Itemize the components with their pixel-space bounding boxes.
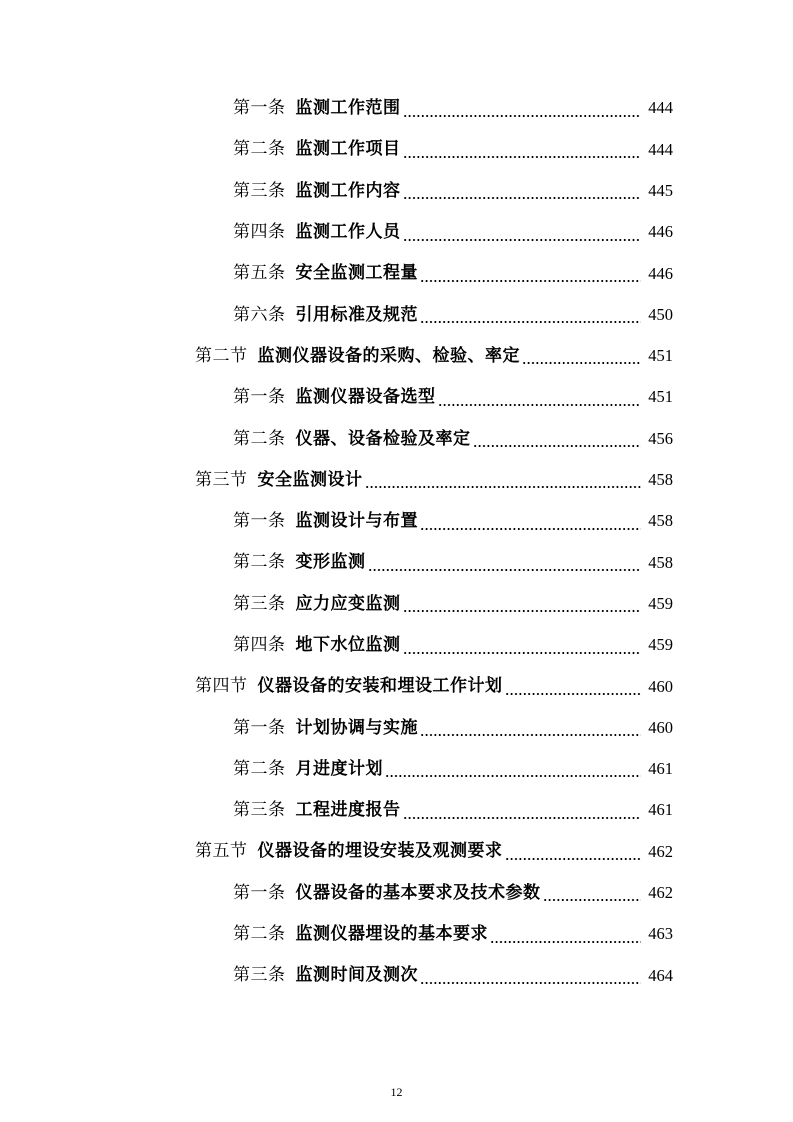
toc-entry-number: 第二条 <box>233 552 286 573</box>
toc-dot-leader <box>403 601 642 613</box>
toc-entry-page: 462 <box>648 841 673 861</box>
toc-entry[interactable] <box>0 749 793 790</box>
toc-entry-title: 监测仪器设备的采购、检验、率定 <box>257 345 520 366</box>
toc-dot-leader <box>522 353 641 365</box>
toc-dot-leader <box>473 436 642 448</box>
toc-entry-number: 第一条 <box>233 511 286 532</box>
toc-entry-page: 462 <box>648 883 673 903</box>
toc-entry-page: 464 <box>648 965 673 985</box>
toc-dot-leader <box>420 973 641 985</box>
toc-entry-page: 461 <box>648 800 673 820</box>
toc-entry-number: 第一条 <box>233 387 286 408</box>
toc-entry-title: 安全监测工程量 <box>295 263 418 284</box>
toc-dot-leader <box>438 395 642 407</box>
toc-dot-leader <box>365 477 642 489</box>
toc-entry-number: 第四条 <box>233 222 286 243</box>
toc-entry-page: 460 <box>648 676 673 696</box>
toc-entry-number: 第二条 <box>233 139 286 160</box>
toc-entry[interactable] <box>0 253 793 294</box>
toc-entry[interactable] <box>0 542 793 583</box>
toc-entry-title: 仪器设备的基本要求及技术参数 <box>295 882 541 903</box>
toc-entry-title: 仪器设备的安装和埋设工作计划 <box>257 676 503 697</box>
toc-entry-title: 地下水位监测 <box>295 635 401 655</box>
toc-dot-leader <box>505 684 642 696</box>
toc-entry-page: 461 <box>648 759 673 779</box>
toc-entry-page: 446 <box>648 222 673 242</box>
toc-entry-title: 监测仪器埋设的基本要求 <box>295 924 488 945</box>
toc-dot-leader <box>403 147 642 159</box>
toc-entry-title: 监测时间及测次 <box>295 965 418 986</box>
toc-entry[interactable] <box>0 914 793 955</box>
toc-dot-leader <box>403 106 642 118</box>
toc-dot-leader <box>403 808 642 820</box>
toc-entry-page: 446 <box>648 263 673 283</box>
toc-entry-number: 第三条 <box>233 180 286 201</box>
toc-entry-page: 458 <box>648 511 673 531</box>
toc-entry-page: 445 <box>648 180 673 200</box>
toc-entry-title: 月进度计划 <box>295 758 383 779</box>
toc-section-entry[interactable] <box>0 666 793 707</box>
toc-entry[interactable] <box>0 418 793 459</box>
toc-entry-title: 监测设计与布置 <box>295 511 418 532</box>
toc-dot-leader <box>385 766 641 778</box>
toc-dot-leader <box>420 271 641 283</box>
toc-entry[interactable] <box>0 129 793 170</box>
toc-entry[interactable] <box>0 501 793 542</box>
toc-entry[interactable] <box>0 294 793 335</box>
toc-entry-number: 第二条 <box>233 428 286 449</box>
toc-entry-title: 仪器、设备检验及率定 <box>295 428 471 449</box>
toc-entry-number: 第五条 <box>233 263 286 284</box>
toc-entry-title: 监测工作内容 <box>295 180 401 201</box>
toc-entry-page: 460 <box>648 717 673 737</box>
toc-entry-title: 变形监测 <box>295 552 366 573</box>
toc-entry[interactable] <box>0 88 793 129</box>
toc-entry-number: 第五节 <box>195 841 248 862</box>
toc-dot-leader <box>368 560 642 572</box>
toc-entry-page: 451 <box>648 346 673 366</box>
toc-dot-leader <box>543 890 642 902</box>
toc-entry[interactable] <box>0 212 793 253</box>
toc-entry[interactable] <box>0 790 793 831</box>
toc-entry[interactable] <box>0 873 793 914</box>
toc-entry-title: 监测工作范围 <box>295 98 401 119</box>
toc-section-entry[interactable] <box>0 336 793 377</box>
toc-dot-leader <box>403 188 642 200</box>
toc-entry-number: 第三节 <box>195 469 248 490</box>
toc-entry-number: 第四条 <box>233 635 286 655</box>
toc-entry-number: 第一条 <box>233 882 286 903</box>
toc-entry-number: 第一条 <box>233 98 286 119</box>
toc-entry-page: 444 <box>648 139 673 159</box>
toc-entry-page: 459 <box>648 635 673 655</box>
toc-entry-number: 第二节 <box>195 345 248 366</box>
toc-entry-title: 计划协调与实施 <box>295 717 418 738</box>
toc-dot-leader <box>490 932 641 944</box>
page-number: 12 <box>390 1085 403 1099</box>
toc-entry-number: 第三条 <box>233 965 286 986</box>
toc-entry-page: 450 <box>648 304 673 324</box>
toc-entry-title: 监测工作项目 <box>295 139 401 160</box>
toc-entry-title: 安全监测设计 <box>257 469 363 490</box>
toc-entry-number: 第三条 <box>233 593 286 614</box>
toc-entry-title: 工程进度报告 <box>295 800 401 821</box>
toc-dot-leader <box>403 230 642 242</box>
toc-entry-page: 458 <box>648 552 673 572</box>
toc-entry-number: 第四节 <box>195 676 248 697</box>
toc-entry-number: 第一条 <box>233 717 286 738</box>
toc-entry-title: 仪器设备的埋设安装及观测要求 <box>257 841 503 862</box>
toc-dot-leader <box>505 849 642 861</box>
toc-section-entry[interactable] <box>0 460 793 501</box>
toc-entry[interactable] <box>0 171 793 212</box>
toc-entry-title: 监测工作人员 <box>295 222 401 243</box>
table-of-contents <box>0 88 793 997</box>
toc-entry[interactable] <box>0 377 793 418</box>
toc-entry-title: 引用标准及规范 <box>295 304 418 325</box>
toc-entry-page: 459 <box>648 593 673 613</box>
toc-dot-leader <box>420 725 641 737</box>
toc-entry-page: 463 <box>648 924 673 944</box>
toc-entry-title: 监测仪器设备选型 <box>295 387 436 408</box>
toc-entry-page: 456 <box>648 428 673 448</box>
toc-entry-number: 第二条 <box>233 924 286 945</box>
toc-entry-number: 第六条 <box>233 304 286 325</box>
toc-dot-leader <box>403 643 642 655</box>
toc-entry[interactable] <box>0 707 793 748</box>
toc-dot-leader <box>420 519 641 531</box>
toc-entry-title: 应力应变监测 <box>295 593 401 614</box>
toc-section-entry[interactable] <box>0 831 793 872</box>
toc-entry-number: 第二条 <box>233 758 286 779</box>
toc-entry[interactable] <box>0 625 793 666</box>
toc-entry[interactable] <box>0 584 793 625</box>
toc-entry-number: 第三条 <box>233 800 286 821</box>
toc-dot-leader <box>420 312 641 324</box>
toc-entry-page: 458 <box>648 470 673 490</box>
toc-entry-page: 451 <box>648 387 673 407</box>
toc-entry[interactable] <box>0 955 793 996</box>
toc-entry-page: 444 <box>648 98 673 118</box>
